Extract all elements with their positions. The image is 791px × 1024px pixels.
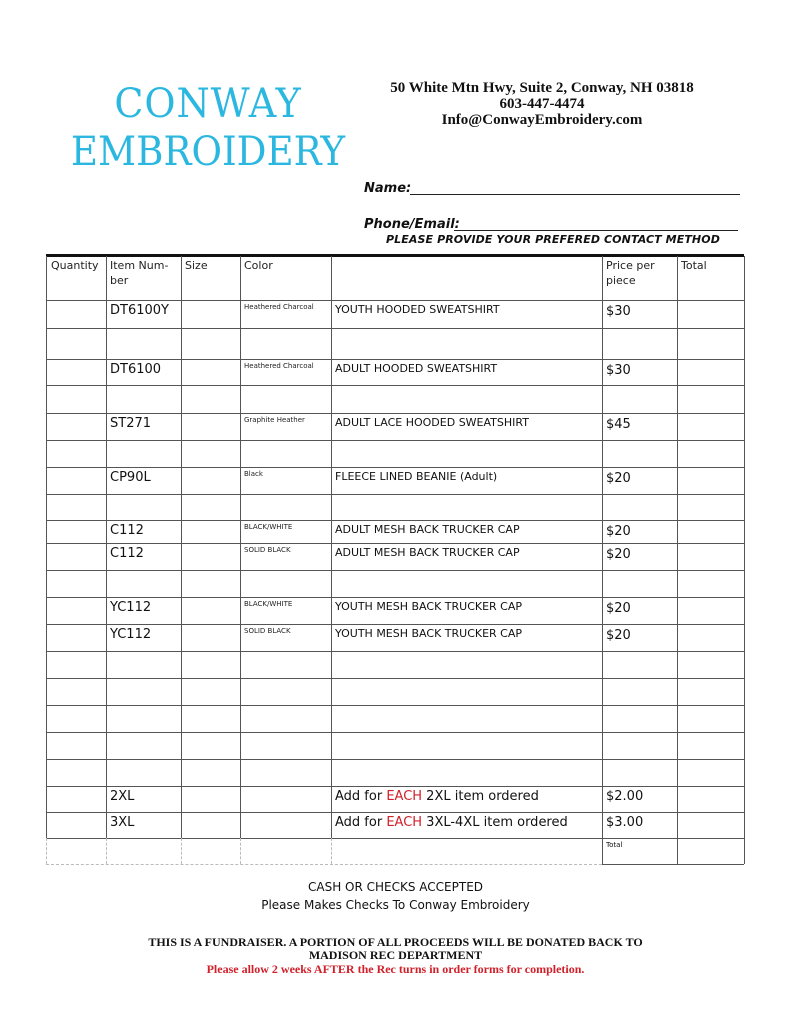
quantity-input[interactable]	[47, 386, 105, 412]
email-address: Info@ConwayEmbroidery.com	[441, 112, 643, 128]
row-divider	[46, 597, 744, 598]
phone-number: 603-447-4474	[499, 96, 585, 112]
row-divider	[46, 467, 744, 468]
quantity-input[interactable]	[47, 521, 105, 542]
column-divider-dashed	[331, 838, 332, 864]
row-divider	[46, 494, 744, 495]
quantity-input[interactable]	[47, 414, 105, 439]
row-divider	[46, 624, 744, 625]
quantity-input[interactable]	[47, 360, 105, 384]
item-number: YC112	[110, 627, 152, 642]
logo-line-1: CONWAY	[114, 81, 302, 127]
phone-email-label: Phone/Email:	[364, 217, 460, 232]
item-color: Black	[244, 470, 263, 478]
item-number: ST271	[110, 416, 152, 431]
quantity-input[interactable]	[47, 329, 105, 358]
fundraiser-line-2: MADISON REC DEPARTMENT	[308, 948, 483, 962]
item-number: C112	[110, 523, 144, 538]
row-divider	[46, 838, 744, 839]
item-number: DT6100	[110, 362, 162, 377]
row-divider	[46, 786, 744, 787]
quantity-input[interactable]	[47, 544, 105, 569]
quantity-input[interactable]	[47, 598, 105, 623]
fundraiser-note	[0, 936, 791, 962]
item-price: $30	[606, 304, 631, 319]
column-divider-dashed	[181, 838, 182, 864]
row-divider	[46, 651, 744, 652]
phone-email-input-line[interactable]	[454, 230, 738, 231]
name-label: Name:	[364, 181, 412, 196]
surcharge-emphasis: EACH	[386, 789, 423, 804]
item-description: YOUTH MESH BACK TRUCKER CAP	[335, 600, 523, 613]
column-divider	[240, 256, 241, 838]
quantity-input[interactable]	[47, 468, 105, 493]
item-description: FLEECE LINED BEANIE (Adult)	[335, 470, 498, 483]
quantity-input[interactable]	[47, 441, 105, 466]
item-number: YC112	[110, 600, 152, 615]
item-description: ADULT MESH BACK TRUCKER CAP	[335, 523, 520, 536]
item-color: Graphite Heather	[244, 416, 305, 424]
surcharge-size: 3XL	[110, 815, 135, 830]
surcharge-text: 3XL-4XL item ordered	[422, 815, 568, 830]
logo-line-2: EMBROIDERY	[70, 129, 346, 175]
item-color: BLACK/WHITE	[244, 600, 293, 608]
header-price-line2: piece	[606, 274, 636, 287]
quantity-input[interactable]	[47, 760, 105, 785]
header-quantity: Quantity	[51, 259, 99, 272]
row-divider	[46, 385, 744, 386]
quantity-input[interactable]	[47, 679, 105, 704]
column-divider	[677, 256, 678, 838]
grand-total-input[interactable]	[678, 839, 743, 863]
payee-note: Please Makes Checks To Conway Embroidery	[261, 898, 530, 912]
name-input-line[interactable]	[410, 194, 740, 195]
surcharge-price: $3.00	[606, 815, 644, 830]
quantity-input[interactable]	[47, 652, 105, 677]
column-divider-dashed	[46, 838, 47, 864]
quantity-input[interactable]	[47, 706, 105, 731]
quantity-input[interactable]	[47, 301, 105, 327]
surcharge-price: $2.00	[606, 789, 644, 804]
item-color: BLACK/WHITE	[244, 523, 293, 531]
column-divider	[602, 256, 603, 838]
company-address	[372, 80, 712, 128]
row-divider	[602, 864, 744, 865]
column-divider	[602, 838, 603, 864]
column-divider-dashed	[240, 838, 241, 864]
item-description: ADULT MESH BACK TRUCKER CAP	[335, 546, 520, 559]
table-top-border	[46, 254, 744, 257]
header-item-number-line1: Item Num-	[110, 259, 169, 272]
row-divider	[46, 732, 744, 733]
header-item-number-line2: ber	[110, 274, 129, 287]
item-color: Heathered Charcoal	[244, 362, 314, 370]
fundraiser-line-1: THIS IS A FUNDRAISER. A PORTION OF ALL PROCEEDS WILL BE DONATED BACK TO	[148, 935, 643, 949]
row-divider-dashed	[46, 864, 602, 865]
header-item-number	[110, 258, 168, 288]
row-divider	[46, 705, 744, 706]
row-divider	[46, 413, 744, 414]
item-description: ADULT LACE HOODED SWEATSHIRT	[335, 416, 529, 429]
surcharge-size: 2XL	[110, 789, 135, 804]
item-price: $20	[606, 601, 631, 616]
item-price: $20	[606, 471, 631, 486]
row-divider	[46, 520, 744, 521]
item-price: $45	[606, 417, 631, 432]
row-divider	[46, 328, 744, 329]
item-description: YOUTH HOODED SWEATSHIRT	[335, 303, 500, 316]
item-number: CP90L	[110, 470, 151, 485]
item-price: $20	[606, 628, 631, 643]
quantity-input[interactable]	[47, 495, 105, 519]
row-divider	[46, 678, 744, 679]
header-price-per-piece	[606, 258, 655, 288]
quantity-input[interactable]	[47, 733, 105, 758]
quantity-input[interactable]	[47, 571, 105, 596]
surcharge-emphasis: EACH	[386, 815, 423, 830]
payment-methods: CASH OR CHECKS ACCEPTED	[307, 880, 484, 894]
column-divider	[181, 256, 182, 838]
row-divider	[46, 300, 744, 301]
surcharge-text: 2XL item ordered	[422, 789, 539, 804]
column-divider	[744, 256, 745, 838]
header-size: Size	[185, 259, 208, 272]
row-divider	[46, 812, 744, 813]
item-color: SOLID BLACK	[244, 627, 291, 635]
surcharge-description	[335, 815, 568, 830]
item-price: $20	[606, 524, 631, 539]
surcharge-text: Add for	[335, 815, 387, 830]
column-divider	[331, 256, 332, 838]
company-logo	[58, 81, 358, 175]
item-color: Heathered Charcoal	[244, 303, 314, 311]
row-divider	[46, 359, 744, 360]
item-description: ADULT HOODED SWEATSHIRT	[335, 362, 498, 375]
name-field[interactable]	[364, 181, 411, 196]
header-color: Color	[244, 259, 273, 272]
item-number: DT6100Y	[110, 303, 169, 318]
row-divider	[46, 543, 744, 544]
column-divider	[744, 838, 745, 864]
row-divider	[46, 440, 744, 441]
item-number: C112	[110, 546, 144, 561]
item-description: YOUTH MESH BACK TRUCKER CAP	[335, 627, 523, 640]
row-divider	[46, 570, 744, 571]
header-total: Total	[681, 259, 707, 272]
completion-notice: Please allow 2 weeks AFTER the Rec turns in order forms for completion.	[206, 962, 585, 976]
item-price: $30	[606, 363, 631, 378]
column-divider	[106, 256, 107, 838]
grand-total-label: Total	[606, 841, 623, 849]
surcharge-description	[335, 789, 539, 804]
phone-email-field[interactable]	[364, 217, 460, 232]
quantity-input[interactable]	[47, 625, 105, 650]
surcharge-text: Add for	[335, 789, 387, 804]
header-price-line1: Price per	[606, 259, 655, 272]
column-divider-dashed	[106, 838, 107, 864]
item-color: SOLID BLACK	[244, 546, 291, 554]
contact-method-note: PLEASE PROVIDE YOUR PREFERED CONTACT METHOD	[386, 233, 720, 246]
item-price: $20	[606, 547, 631, 562]
row-divider	[46, 759, 744, 760]
street-address: 50 White Mtn Hwy, Suite 2, Conway, NH 03818	[390, 80, 694, 96]
